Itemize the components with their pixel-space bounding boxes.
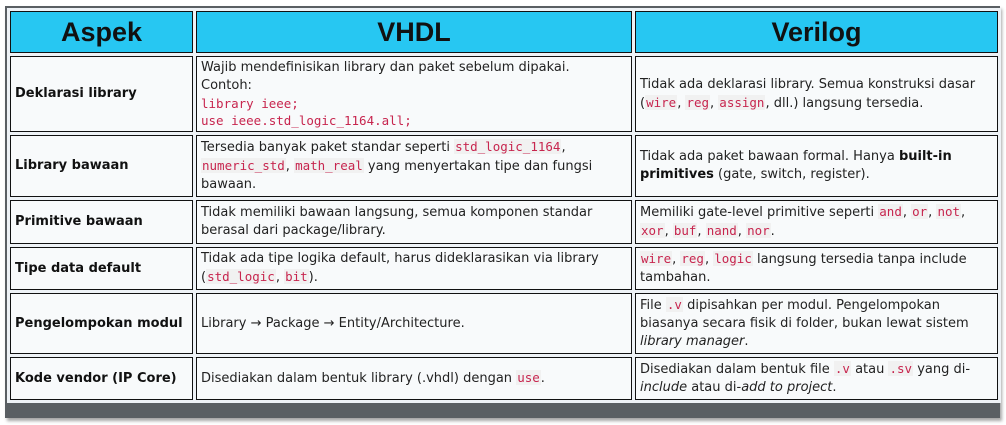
comparison-table	[7, 8, 1001, 403]
cell-text: Tersedia banyak paket standar seperti	[201, 140, 455, 155]
inline-code: wire	[641, 251, 672, 266]
cell-text: ).	[308, 270, 318, 285]
separator: ,	[285, 159, 295, 174]
inline-code: .v	[666, 297, 682, 312]
verilog-cell	[635, 357, 998, 400]
aspek-cell: Tipe data default	[10, 247, 193, 290]
inline-code: wire	[646, 94, 677, 110]
cell-text: dipisahkan per modul. Pengelompokan biasanya secara fisik di folder, bukan lewat sistem	[640, 298, 969, 331]
inline-code: std_logic	[207, 269, 275, 284]
cell-text: Memiliki gate-level primitive seperti	[640, 205, 879, 220]
vhdl-cell	[196, 247, 632, 290]
italic-text: include	[640, 380, 688, 395]
inline-code: logic	[714, 251, 752, 266]
aspek-cell: Kode vendor (IP Core)	[10, 357, 193, 400]
cell-text: File	[640, 298, 666, 313]
bold-text: built-in primitives	[640, 149, 952, 182]
inline-code: reg	[686, 94, 710, 110]
italic-text: library manager	[640, 334, 745, 349]
cell-text: .	[770, 224, 775, 239]
cell-text: yang di-	[913, 362, 971, 377]
table-row	[10, 200, 998, 244]
inline-code: assign	[719, 94, 765, 110]
cell-text: , dll.) langsung tersedia.	[765, 95, 924, 111]
vhdl-cell: Tidak memiliki bawaan langsung, semua komponen standar berasal dari package/library.	[196, 200, 632, 244]
table-row	[10, 135, 998, 197]
cell-text: .	[540, 371, 545, 386]
verilog-cell	[635, 135, 998, 197]
table-row	[10, 357, 998, 400]
cell-text: atau di-	[687, 380, 742, 395]
separator: ,	[677, 95, 686, 111]
vhdl-cell	[196, 357, 632, 400]
inline-code: xor	[641, 223, 664, 238]
vhdl-cell: Library → Package → Entity/Architecture.	[196, 293, 632, 354]
code-line: use ieee.std_logic_1164.all;	[201, 113, 412, 128]
cell-text: (gate, switch, register).	[713, 167, 870, 182]
inline-code: std_logic_1164	[455, 139, 561, 154]
header-row	[10, 11, 998, 53]
cell-text: Wajib mendefinisikan library dan paket sebelum dipakai.	[201, 60, 570, 75]
header-aspek: Aspek	[10, 11, 193, 53]
aspek-cell: Pengelompokan modul	[10, 293, 193, 354]
separator: ,	[710, 95, 719, 111]
cell-text: Tidak ada tipe logika default, harus dideklarasikan via library (	[201, 251, 599, 285]
separator: ,	[561, 140, 566, 155]
inline-code: nor	[747, 223, 770, 238]
inline-code: .v	[834, 361, 850, 376]
header-vhdl: VHDL	[196, 11, 632, 53]
verilog-cell	[635, 293, 998, 354]
inline-code: and	[879, 204, 902, 219]
italic-text: add to project	[741, 380, 833, 395]
cell-text: atau	[850, 362, 889, 377]
aspek-cell: Library bawaan	[10, 135, 193, 197]
header-verilog: Verilog	[635, 11, 998, 53]
vhdl-cell	[196, 56, 632, 132]
inline-code: not	[937, 204, 961, 219]
cell-text: Disediakan dalam bentuk library (.vhdl) dengan	[201, 371, 517, 386]
cell-text: .	[832, 380, 837, 395]
code-line: library ieee;	[201, 96, 299, 111]
verilog-cell	[635, 247, 998, 290]
inline-code: or	[912, 204, 928, 219]
cell-text: Tidak ada deklarasi library. Semua konstruksi dasar (	[640, 76, 976, 111]
cell-text: langsung tersedia tanpa include tambahan.	[640, 252, 967, 285]
cell-text: yang menyertakan tipe dan fungsi bawaan.	[201, 159, 593, 192]
table-row	[10, 56, 998, 132]
cell-text: Contoh:	[201, 78, 252, 93]
verilog-cell	[635, 56, 998, 132]
vhdl-cell	[196, 135, 632, 197]
inline-code: math_real	[295, 158, 363, 173]
cell-text: Disediakan dalam bentuk file	[640, 362, 834, 377]
inline-code: reg	[681, 251, 704, 266]
inline-code: buf	[673, 223, 697, 238]
cell-text: Tidak ada paket bawaan formal. Hanya	[640, 149, 899, 164]
inline-code: .sv	[889, 361, 913, 376]
separator: ,	[672, 252, 681, 267]
aspek-cell: Primitive bawaan	[10, 200, 193, 244]
inline-code: nand	[706, 223, 737, 238]
aspek-cell: Deklarasi library	[10, 56, 193, 132]
separator: ,	[275, 270, 285, 285]
cell-text: .	[744, 334, 749, 349]
verilog-cell: Memiliki gate-level primitive seperti and, or, not, xor, buf, nand, nor.	[635, 200, 998, 244]
comparison-table-frame	[5, 6, 1000, 418]
table-row	[10, 293, 998, 354]
inline-code: use	[517, 370, 540, 385]
inline-code: numeric_std	[202, 158, 285, 173]
separator: ,	[704, 252, 714, 267]
inline-code: bit	[285, 269, 308, 284]
table-row	[10, 247, 998, 290]
